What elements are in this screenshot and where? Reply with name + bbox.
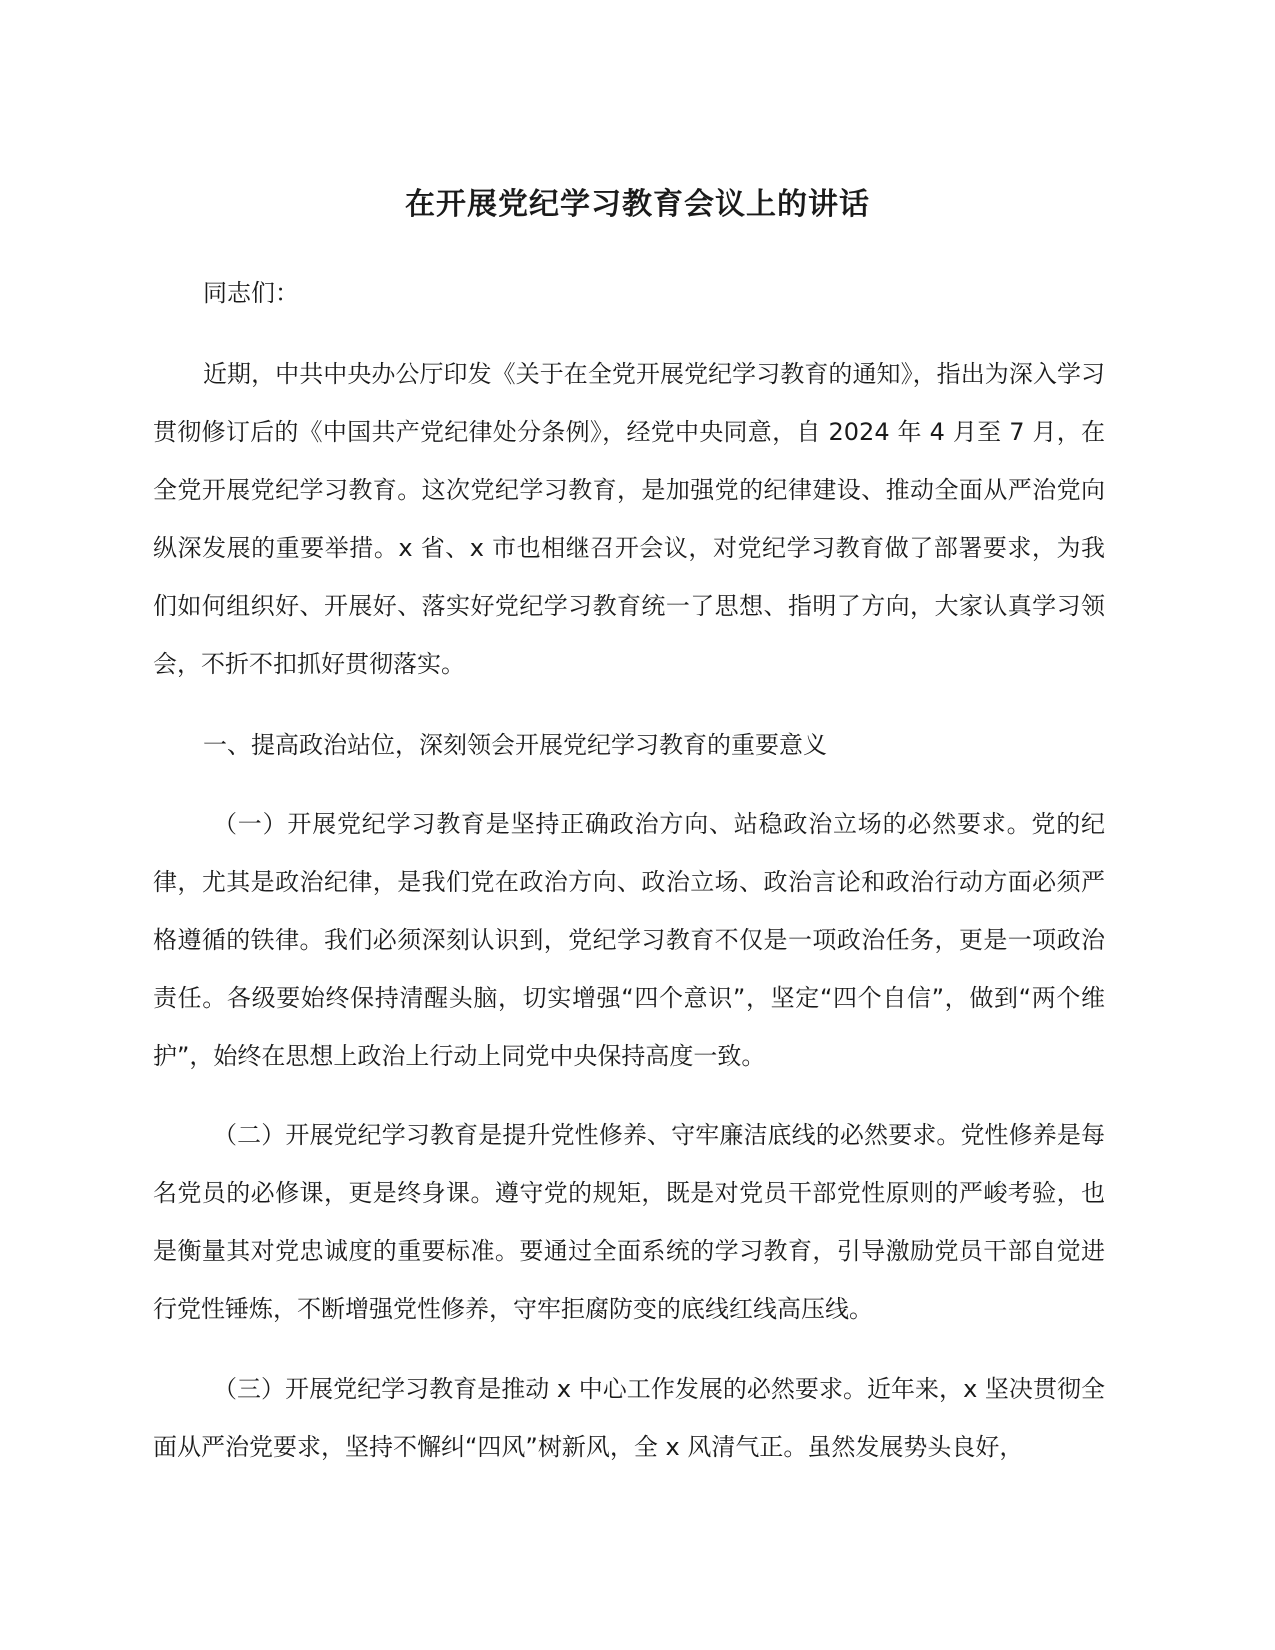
- subsection-1: （一）开展党纪学习教育是坚持正确政治方向、站稳政治立场的必然要求。党的纪律，尤其是政治纪律，是我们党在政治方向、政治立场、政治言论和政治行动方面必须严格遵循的铁律。我们必须深刻认识到，党纪学习教育不仅是一项政治任务，更是一项政治责任。各级要始终保持清醒头脑，切实增强“四个意识”，坚定“四个自信”，做到“两个维护”，始终在思想上政治上行动上同党中央保持高度一致。: [153, 810, 1105, 1070]
- salutation: 同志们：: [203, 279, 299, 307]
- document-title: 在开展党纪学习教育会议上的讲话: [405, 187, 870, 222]
- paragraph-intro: 近期，中共中央办公厅印发《关于在全党开展党纪学习教育的通知》，指出为深入学习贯彻修订后的《中国共产党纪律处分条例》，经党中央同意，自 2024 年 4 月至 7 月，在全党开展党纪学习教育。这次党纪学习教育，是加强党的纪律建设、推动全面从严治党向纵深发展的重要举措。x 省、x 市也相继召开会议，对党纪学习教育做了部署要求，为我们如何组织好、开展好、落实好党纪学习教育统一了思想、指明了方向，大家认真学习领会，不折不扣抓好贯彻落实。: [153, 360, 1105, 678]
- subsection-2: （二）开展党纪学习教育是提升党性修养、守牢廉洁底线的必然要求。党性修养是每名党员的必修课，更是终身课。遵守党的规矩，既是对党员干部党性原则的严峻考验，也是衡量其对党忠诚度的重要标准。要通过全面系统的学习教育，引导激励党员干部自觉进行党性锤炼，不断增强党性修养，守牢拒腐防变的底线红线高压线。: [153, 1121, 1105, 1323]
- subsection-3: （三）开展党纪学习教育是推动 x 中心工作发展的必然要求。近年来，x 坚决贯彻全面从严治党要求，坚持不懈纠“四风”树新风，全 x 风清气正。虽然发展势头良好，: [153, 1375, 1105, 1461]
- section-heading-1: 一、提高政治站位，深刻领会开展党纪学习教育的重要意义: [203, 731, 827, 759]
